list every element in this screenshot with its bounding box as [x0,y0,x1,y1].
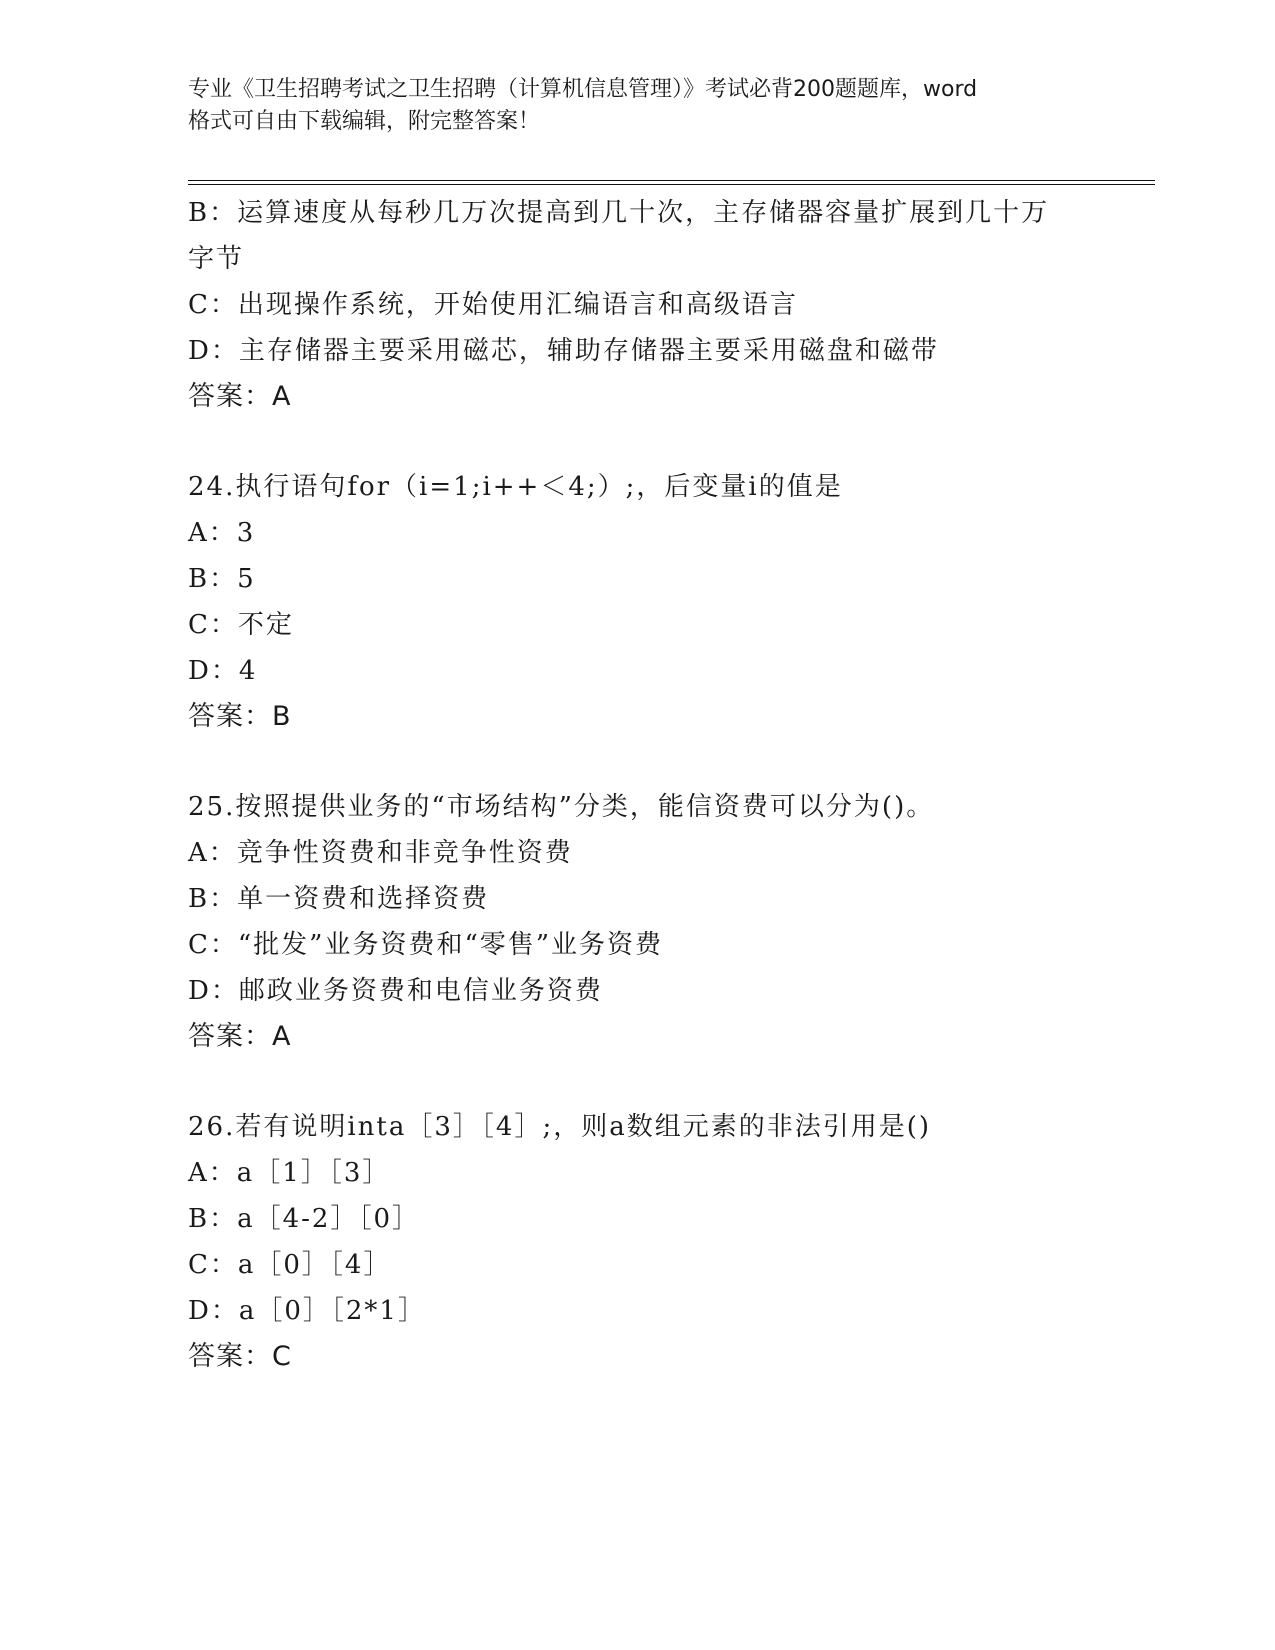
answer-line: 答案：C [188,1341,292,1372]
option-b: B：5 [188,564,256,594]
document-header [188,74,1088,138]
option-b: B：a［4-2］［0］ [188,1204,421,1234]
question-25 [188,784,1088,1060]
answer-line: 答案：A [188,1021,292,1052]
option-a: A：3 [188,518,256,548]
option-d: D：邮政业务资费和电信业务资费 [188,976,603,1006]
option-c: C：不定 [188,610,294,640]
header-divider-top [188,180,1155,181]
question-spacer [188,420,1088,464]
question-spacer [188,740,1088,784]
question-spacer [188,1060,1088,1104]
option-c: C：a［0］［4］ [188,1250,392,1280]
question-23-continued [188,190,1088,420]
question-26 [188,1104,1088,1380]
header-title-line-1: 专业《卫生招聘考试之卫生招聘（计算机信息管理）》考试必背200题题库，word [188,77,978,102]
option-b: B：运算速度从每秒几万次提高到几十次，主存储器容量扩展到几十万 [188,198,1050,228]
question-stem: 26.若有说明inta［3］［4］;，则a数组元素的非法引用是() [188,1112,931,1142]
answer-line: 答案：A [188,381,292,412]
question-24 [188,464,1088,740]
option-c: C：“批发”业务资费和“零售”业务资费 [188,930,664,960]
option-b: B：单一资费和选择资费 [188,884,490,914]
header-title-line-2: 格式可自由下载编辑，附完整答案！ [188,109,541,134]
option-d: D：4 [188,656,258,686]
question-stem: 25.按照提供业务的“市场结构”分类，能信资费可以分为()。 [188,792,935,822]
option-d: D：主存储器主要采用磁芯，辅助存储器主要采用磁盘和磁带 [188,336,939,366]
question-stem: 24.执行语句for（i=1;i++＜4;）;，后变量i的值是 [188,472,843,502]
header-divider-bottom [188,184,1155,185]
option-a: A：竞争性资费和非竞争性资费 [188,838,573,868]
option-c: C：出现操作系统，开始使用汇编语言和高级语言 [188,290,798,320]
option-d: D：a［0］［2*1］ [188,1296,426,1326]
option-b-continued: 字节 [188,244,245,274]
question-list [188,190,1088,1380]
answer-line: 答案：B [188,701,292,732]
option-a: A：a［1］［3］ [188,1158,391,1188]
